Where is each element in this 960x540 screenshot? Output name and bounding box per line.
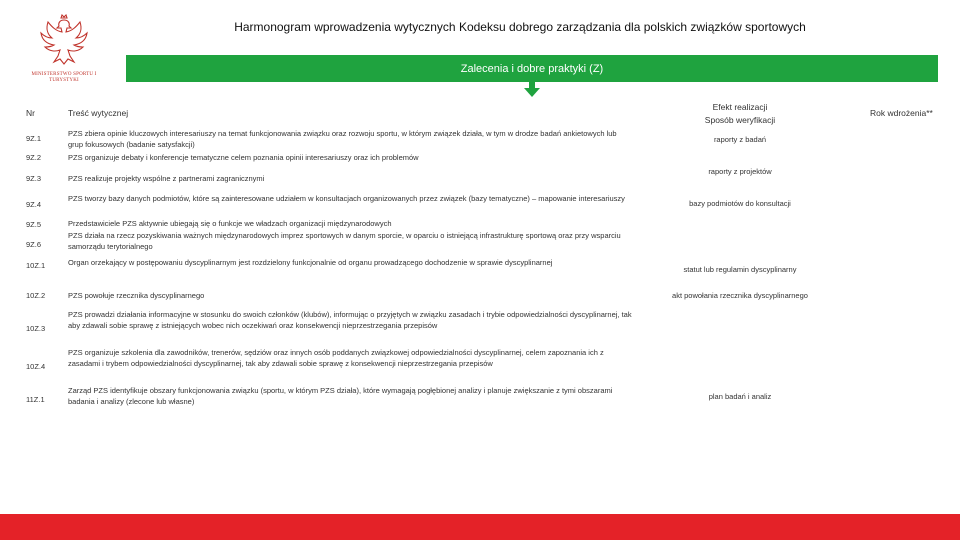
row-text: PZS tworzy bazy danych podmiotów, które są zainteresowane udziałem w konsultacjach organizowanych przez związek (bazy tematyczne) – mapowanie interesariuszy xyxy=(68,194,625,203)
header-efekt-line1: Efekt realizacji xyxy=(712,102,768,112)
row-text: PZS działa na rzecz pozyskiwania ważnych międzynarodowych imprez sportowych w danym sporcie, w oparciu o istniejącą infrastrukturę sportową oraz przy wsparciu samorządu terytorialnego xyxy=(68,231,621,252)
row-text: PZS powołuje rzecznika dyscyplinarnego xyxy=(68,291,205,300)
page-title: Harmonogram wprowadzenia wytycznych Kodeksu dobrego zarządzania dla polskich związków sportowych xyxy=(234,20,806,34)
effect-cell: statut lub regulamin dyscyplinarny xyxy=(683,265,797,274)
row-text: PZS prowadzi działania informacyjne w stosunku do swoich członków (klubów), informując o przyjętych w związku zasadach i trybie odpowiedzialności dyscyplinarnej, tak aby zdawali sobie sprawę z istniejących wobec nich oczekiwań oraz konsekwencji nieprzestrzegania przepisów xyxy=(68,310,632,331)
row-number: 9Z.6 xyxy=(26,240,42,249)
row-text: PZS organizuje debaty i konferencje tematyczne celem poznania opinii interesariuszy oraz ich problemów xyxy=(68,153,419,162)
effect-cell: akt powołania rzecznika dyscyplinarnego xyxy=(672,291,808,300)
row-number: 9Z.5 xyxy=(26,220,42,229)
row-number: 10Z.4 xyxy=(26,362,46,371)
row-number: 9Z.2 xyxy=(26,153,42,162)
logo-text: MINISTERSTWO SPORTU I TURYSTYKI xyxy=(31,72,97,83)
effect-cell: bazy podmiotów do konsultacji xyxy=(689,199,791,208)
eagle-emblem-icon xyxy=(28,14,100,70)
header-tresc: Treść wytycznej xyxy=(68,108,129,118)
row-text: PZS zbiera opinie kluczowych interesariuszy na temat funkcjonowania związku oraz rozwoju sportu, w którym związek działa, w tym w drodze badań ankietowych lub grup fokusowych (badanie satysfakcji) xyxy=(68,129,617,150)
header-rok: Rok wdrożenia** xyxy=(870,108,933,118)
header-efekt xyxy=(660,101,820,127)
footer-red-bar xyxy=(0,514,960,540)
ministry-logo xyxy=(28,14,100,94)
header-efekt-line2: Sposób weryfikacji xyxy=(704,115,776,125)
row-text: Zarząd PZS identyfikuje obszary funkcjonowania związku (sportu, w którym PZS działa), które wymagają pogłębionej analizy i planuje zwiększanie z tymi obszarami badania i analizy (zlecone lub własne) xyxy=(68,386,613,407)
row-number: 10Z.3 xyxy=(26,324,46,333)
section-banner xyxy=(126,55,938,82)
row-text: PZS organizuje szkolenia dla zawodników, trenerów, sędziów oraz innych osób poddanych związkowej odpowiedzialności dyscyplinarnej, celem zapoznania ich z zasadami i trybem odpowiedzialności dyscyplinarnej, tak aby zdawali sobie sprawę z konsekwencji nieprzestrzegania przepisów xyxy=(68,348,604,369)
effect-cell: raporty z projektów xyxy=(708,167,772,176)
row-number: 10Z.1 xyxy=(26,261,46,270)
row-number: 9Z.3 xyxy=(26,174,42,183)
header-nr: Nr xyxy=(26,108,35,118)
row-text: Organ orzekający w postępowaniu dyscyplinarnym jest rozdzielony funkcjonalnie od organu prowadzącego dochodzenie w sprawie dyscyplinarnej xyxy=(68,258,553,267)
row-number: 10Z.2 xyxy=(26,291,46,300)
row-number: 11Z.1 xyxy=(26,395,45,404)
row-text: Przedstawiciele PZS aktywnie ubiegają się o funkcje we władzach organizacji międzynarodowych xyxy=(68,219,392,228)
banner-label: Zalecenia i dobre praktyki (Z) xyxy=(460,62,604,75)
row-text: PZS realizuje projekty wspólne z partnerami zagranicznymi xyxy=(68,174,265,183)
down-arrow-icon xyxy=(524,88,540,97)
effect-cell: plan badań i analiz xyxy=(708,392,772,401)
row-number: 9Z.1 xyxy=(26,134,42,143)
row-number: 9Z.4 xyxy=(26,200,42,209)
effect-cell: raporty z badań xyxy=(713,135,767,144)
